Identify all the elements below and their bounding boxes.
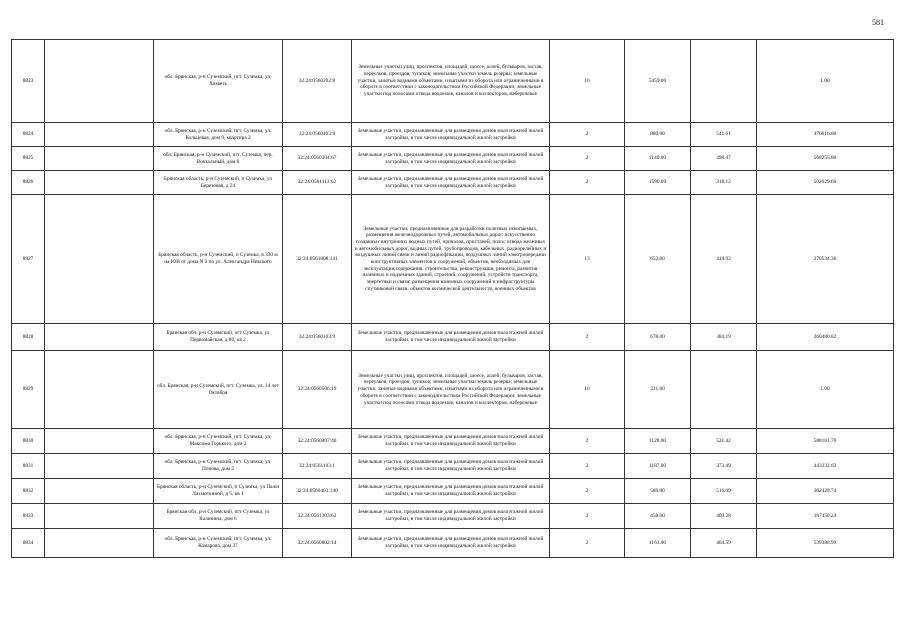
land-use-cell: Земельные участки улиц, проспектов, площадей, шоссе, аллей, бульваров, застав, переулков, проездов, тупиков; земельные участки земель резерва; земельные участки, занятые водными объектами, изъятыми из оборота или ограниченными в обороте в соответствии с законодательством Российской Федерации; земельные участки под полосами отвода водоемов, каналов и коллекторов, набережные [352, 351, 550, 429]
row-number: 8832 [12, 479, 45, 504]
address-cell: обл. Брянская, р-н Суземский, пгт. Суземка, ул. Хозветь [154, 40, 283, 123]
address-cell: обл. Брянская, р-н Суземский, пгт. Суземка, ул. Попова, дом 2 [154, 454, 283, 479]
land-use-cell: Земельные участки, предназначенные для размещения домов малоэтажной жилой застройки, в том числе индивидуальной жилой застройки [352, 171, 550, 195]
row-number: 8823 [12, 40, 45, 123]
cadastral-value-cell: 443332.63 [757, 454, 894, 479]
specific-value-cell: 409.28 [691, 504, 757, 529]
area-cell: 678.00 [625, 324, 691, 351]
empty-cell [45, 147, 154, 171]
area-cell: 652.00 [625, 195, 691, 324]
specific-value-cell [691, 351, 757, 429]
group-number-cell: 16 [550, 351, 625, 429]
group-number-cell: 2 [550, 504, 625, 529]
cadastral-number-cell: 32:24:0560802:14 [283, 529, 352, 558]
table-row [12, 351, 894, 429]
cadastral-value-table [11, 39, 894, 558]
cadastral-value-cell: 539388.99 [757, 529, 894, 558]
group-number-cell: 2 [550, 454, 625, 479]
table-row [12, 454, 894, 479]
row-number: 8828 [12, 324, 45, 351]
cadastral-value-cell: 568255.80 [757, 147, 894, 171]
cadastral-value-cell: 502629.60 [757, 171, 894, 195]
specific-value-cell: 384.19 [691, 324, 757, 351]
cadastral-value-cell: 270534.36 [757, 195, 894, 324]
address-cell: обл. Брянская, р-н Суземский, пгт. Суземка, ул. 14 лет Октября [154, 351, 283, 429]
land-use-cell: Земельные участки, предназначенные для разработки полезных ископаемых, размещения железнодорожных путей, автомобильных дорог, искусственно созданных внутренних водных путей, причалов, пристаней, полос отвода железных и автомобильных дорог, водных путей, трубопроводов, кабельных, радиорелейных и воздушных линий связи и линий радиофикации, воздушных линий электропередачи конструктивных элементов и сооружений, объектов, необходимых для эксплуатации,содержания, строительства, реконструкции, ремонта, развития наземных и подземных зданий, строений, сооружений, устройств транспорта, энергетики и связи; размещения наземных сооружений и инфраструктуры спутниковой связи, объектов космической деятельности, военных объектов [352, 195, 550, 324]
empty-cell [45, 123, 154, 147]
cadastral-value-cell: 476616.80 [757, 123, 894, 147]
cadastral-number-cell: 32:24:0560202:8 [283, 40, 352, 123]
row-number: 8833 [12, 504, 45, 529]
land-use-cell: Земельные участки, предназначенные для размещения домов малоэтажной жилой застройки, в том числе индивидуальной жилой застройки [352, 529, 550, 558]
table-row [12, 324, 894, 351]
table-row [12, 504, 894, 529]
area-cell: 1140.00 [625, 147, 691, 171]
row-number: 8827 [12, 195, 45, 324]
empty-cell [45, 324, 154, 351]
group-number-cell: 2 [550, 429, 625, 454]
address-cell: обл. Брянская, р-н Суземский, пгт. Суземка, ул. Комарова, дом 37 [154, 529, 283, 558]
cadastral-value-cell: 302428.74 [757, 479, 894, 504]
empty-cell [45, 351, 154, 429]
specific-value-cell: 521.42 [691, 429, 757, 454]
area-cell: 880.00 [625, 123, 691, 147]
group-number-cell: 2 [550, 123, 625, 147]
group-number-cell: 16 [550, 40, 625, 123]
cadastral-number-cell: 32:24:0561103:1 [283, 454, 352, 479]
specific-value-cell: 373.49 [691, 454, 757, 479]
area-cell: 5459.00 [625, 40, 691, 123]
row-number: 8834 [12, 529, 45, 558]
area-cell: 331.00 [625, 351, 691, 429]
specific-value-cell: 414.93 [691, 195, 757, 324]
cadastral-number-cell: 32:24:0561808:141 [283, 195, 352, 324]
cadastral-value-cell: 1.00 [757, 351, 894, 429]
address-cell: Брянская обл, р-н Суземский, пгт Суземка, ул Первомайская, д 80, кв 2 [154, 324, 283, 351]
address-cell: обл. Брянская, р-н Суземский, пгт. Суземка, ул. Максима Горького, дом 2 [154, 429, 283, 454]
area-cell: 1580.00 [625, 171, 691, 195]
table-row [12, 147, 894, 171]
empty-cell [45, 504, 154, 529]
empty-cell [45, 454, 154, 479]
area-cell: 1161.00 [625, 529, 691, 558]
empty-cell [45, 429, 154, 454]
specific-value-cell [691, 40, 757, 123]
specific-value-cell: 318.12 [691, 171, 757, 195]
address-cell: Брянская область, р-н Суземский, п Суземка, в 330 м на ЮВ от дома N 2 по ул. Александра Невского [154, 195, 283, 324]
row-number: 8826 [12, 171, 45, 195]
cadastral-value-cell: 588161.76 [757, 429, 894, 454]
area-cell: 458.00 [625, 504, 691, 529]
empty-cell [45, 40, 154, 123]
specific-value-cell: 541.61 [691, 123, 757, 147]
group-number-cell: 13 [550, 195, 625, 324]
row-number: 8824 [12, 123, 45, 147]
address-cell: обл. Брянская, р-н Суземский, пгт. Суземка, пер. Вокзальный, дом 6 [154, 147, 283, 171]
cadastral-value-cell: 187450.24 [757, 504, 894, 529]
table-row [12, 195, 894, 324]
area-cell: 1187.00 [625, 454, 691, 479]
address-cell: Брянская область, р-н Суземский, п Суземка, ул Пажи Лахмоткиной, д 5, кв 1 [154, 479, 283, 504]
land-use-cell: Земельные участки, предназначенные для размещения домов малоэтажной жилой застройки, в том числе индивидуальной жилой застройки [352, 429, 550, 454]
group-number-cell: 2 [550, 171, 625, 195]
row-number: 8825 [12, 147, 45, 171]
land-use-cell: Земельные участки, предназначенные для размещения домов малоэтажной жилой застройки, в том числе индивидуальной жилой застройки [352, 147, 550, 171]
empty-cell [45, 171, 154, 195]
specific-value-cell: 464.59 [691, 529, 757, 558]
table-row [12, 123, 894, 147]
table-row [12, 479, 894, 504]
page-number: 581 [872, 18, 884, 27]
group-number-cell: 2 [550, 324, 625, 351]
area-cell: 1128.00 [625, 429, 691, 454]
cadastral-number-cell: 32:24:0560506:19 [283, 351, 352, 429]
group-number-cell: 2 [550, 479, 625, 504]
empty-cell [45, 195, 154, 324]
specific-value-cell: 498.47 [691, 147, 757, 171]
address-cell: Брянская обл, р-н Суземский, пгт Суземка, ул Калинина, дом 6 [154, 504, 283, 529]
land-use-cell: Земельные участки, предназначенные для размещения домов малоэтажной жилой застройки, в том числе индивидуальной жилой застройки [352, 479, 550, 504]
land-use-cell: Земельные участки, предназначенные для размещения домов малоэтажной жилой застройки, в том числе индивидуальной жилой застройки [352, 504, 550, 529]
specific-value-cell: 516.09 [691, 479, 757, 504]
cadastral-number-cell: 32:24:0560103:9 [283, 324, 352, 351]
cadastral-number-cell: 32:24:0560304:67 [283, 147, 352, 171]
table-row [12, 429, 894, 454]
row-number: 8831 [12, 454, 45, 479]
land-use-cell: Земельные участки, предназначенные для размещения домов малоэтажной жилой застройки, в том числе индивидуальной жилой застройки [352, 454, 550, 479]
cadastral-number-cell: 32:24:0560407:40 [283, 429, 352, 454]
row-number: 8830 [12, 429, 45, 454]
cadastral-number-cell: 32:24:0560403:8 [283, 123, 352, 147]
table-row [12, 529, 894, 558]
cadastral-number-cell: 32:24:0561303:62 [283, 504, 352, 529]
address-cell: Брянская область, р-н Суземский, п Суземка, ул Березовая, д 24 [154, 171, 283, 195]
cadastral-number-cell: 32:24:0561113:62 [283, 171, 352, 195]
group-number-cell: 2 [550, 147, 625, 171]
address-cell: обл. Брянская, р-н Суземский, пгт. Суземка, ул. Кольцевая, дом 9, квартира 2 [154, 123, 283, 147]
cadastral-value-cell: 1.00 [757, 40, 894, 123]
group-number-cell: 2 [550, 529, 625, 558]
empty-cell [45, 529, 154, 558]
table-row [12, 40, 894, 123]
empty-cell [45, 479, 154, 504]
row-number: 8829 [12, 351, 45, 429]
land-use-cell: Земельные участки, предназначенные для размещения домов малоэтажной жилой застройки, в том числе индивидуальной жилой застройки [352, 324, 550, 351]
table-row [12, 171, 894, 195]
land-use-cell: Земельные участки, предназначенные для размещения домов малоэтажной жилой застройки, в том числе индивидуальной жилой застройки [352, 123, 550, 147]
area-cell: 586.00 [625, 479, 691, 504]
land-use-cell: Земельные участки улиц, проспектов, площадей, шоссе, аллей, бульваров, застав, переулков, проездов, тупиков; земельные участки земель резерва; земельные участки, занятые водными объектами, изъятыми из оборота или ограниченными в обороте в соответствии с законодательством Российской Федерации; земельные участки под полосами отвода водоемов, каналов и коллекторов, набережные [352, 40, 550, 123]
cadastral-number-cell: 32:24:0560403:140 [283, 479, 352, 504]
cadastral-value-cell: 260480.82 [757, 324, 894, 351]
